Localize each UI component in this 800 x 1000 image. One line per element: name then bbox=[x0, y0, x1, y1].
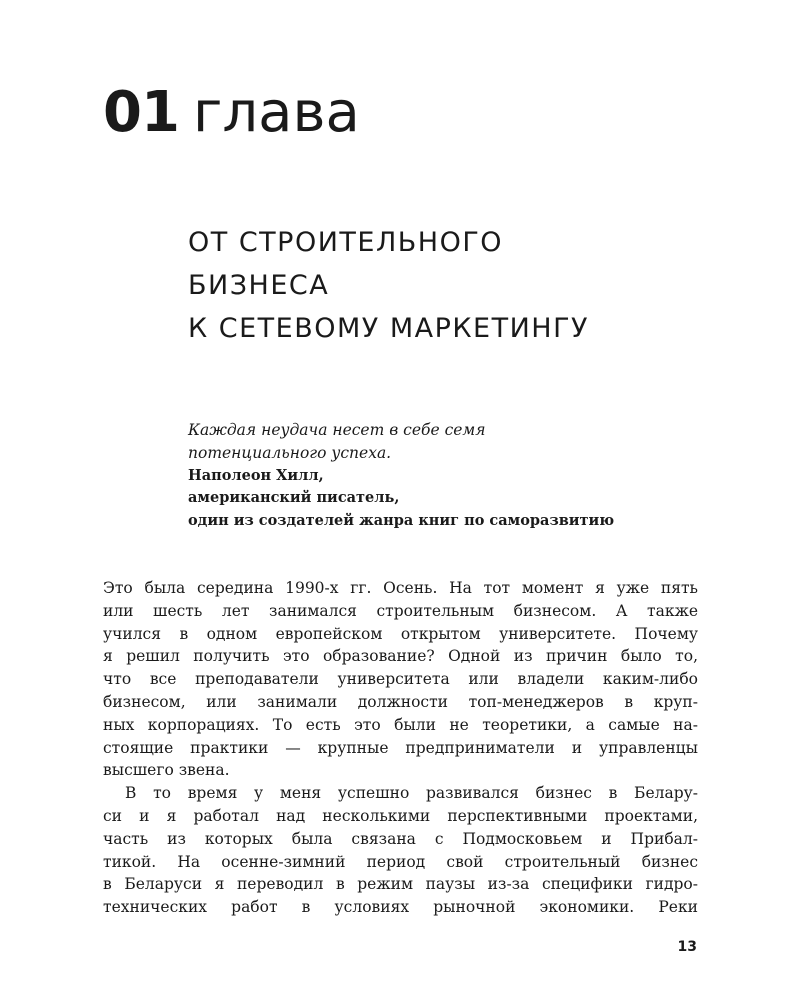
chapter-number: 01 bbox=[103, 80, 179, 145]
chapter-title-line: ОТ СТРОИТЕЛЬНОГО bbox=[188, 227, 504, 258]
body-line: или шесть лет занимался строительным бизнесом. А также bbox=[103, 601, 698, 620]
body-line: ных корпорациях. То есть это были не теоретики, а самые на- bbox=[103, 715, 698, 734]
epigraph-attribution-line: один из создателей жанра книг по саморазвитию bbox=[188, 512, 615, 530]
page-number: 13 bbox=[677, 939, 697, 955]
epigraph-attribution-line: американский писатель, bbox=[188, 489, 400, 507]
chapter-heading bbox=[103, 78, 360, 148]
epigraph-quote-line: потенциального успеха. bbox=[188, 443, 392, 462]
chapter-title bbox=[188, 221, 589, 350]
body-line: си и я работал над несколькими перспективными проектами, bbox=[103, 806, 698, 825]
body-line: высшего звена. bbox=[103, 761, 230, 780]
body-line: тикой. На осенне-зимний период свой строительный бизнес bbox=[103, 852, 698, 871]
body-line: В то время у меня успешно развивался бизнес в Белару- bbox=[125, 784, 698, 803]
epigraph-quote-line: Каждая неудача несет в себе семя bbox=[188, 421, 486, 439]
paragraph-2 bbox=[103, 782, 698, 919]
body-line: что все преподаватели университета или владели каким-либо bbox=[103, 670, 698, 689]
body-line: бизнесом, или занимали должности топ-менеджеров в круп- bbox=[103, 692, 698, 711]
chapter-title-line: К СЕТЕВОМУ МАРКЕТИНГУ bbox=[188, 313, 590, 344]
body-line: в Беларуси я переводил в режим паузы из-за специфики гидро- bbox=[103, 875, 698, 894]
body-text bbox=[103, 577, 698, 919]
body-line: учился в одном европейском открытом университете. Почему bbox=[103, 624, 698, 643]
body-line: я решил получить это образование? Одной из причин было то, bbox=[103, 647, 698, 666]
epigraph bbox=[188, 419, 614, 533]
body-line: часть из которых была связана с Подмосковьем и Прибал- bbox=[103, 829, 698, 848]
paragraph-1 bbox=[103, 577, 698, 782]
epigraph-attribution-line: Наполеон Хилл, bbox=[188, 466, 324, 484]
chapter-word: глава bbox=[192, 80, 360, 145]
body-line: стоящие практики — крупные предприниматели и управленцы bbox=[103, 738, 698, 757]
body-line: технических работ в условиях рыночной экономики. Реки bbox=[103, 898, 698, 917]
chapter-title-line: БИЗНЕСА bbox=[188, 270, 330, 301]
body-line: Это была середина 1990-х гг. Осень. На тот момент я уже пять bbox=[103, 579, 698, 597]
